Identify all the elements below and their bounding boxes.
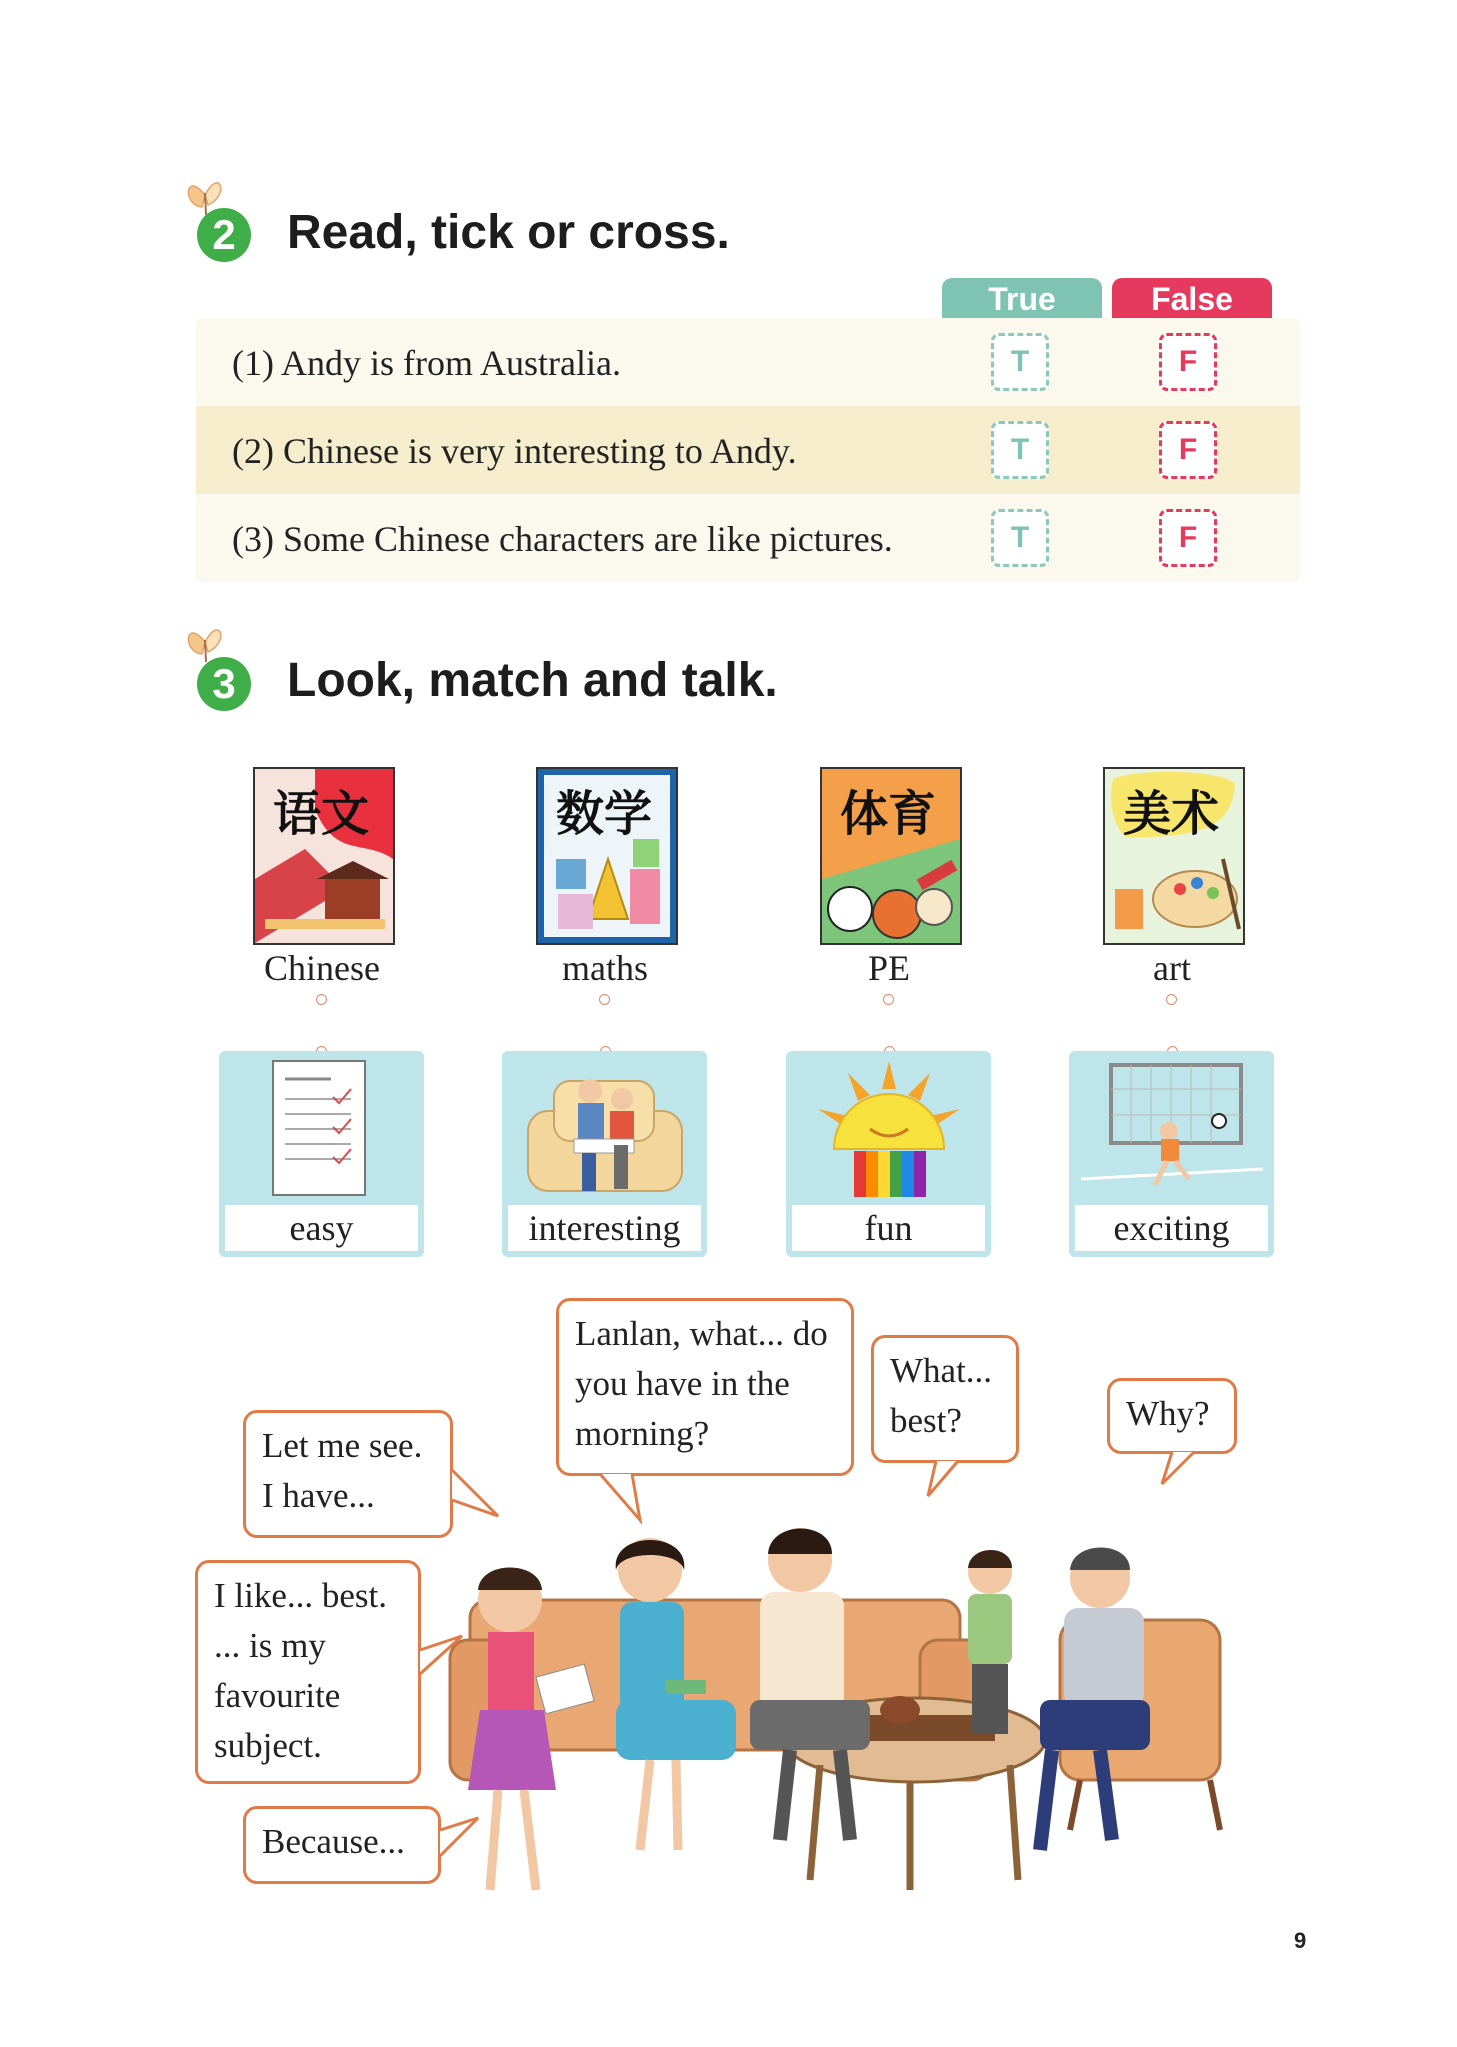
true-checkbox[interactable]: T xyxy=(991,509,1049,567)
sun-rainbow-illustration xyxy=(808,1059,970,1203)
match-dot[interactable] xyxy=(599,994,610,1005)
table-row xyxy=(196,494,1300,582)
speech-bubble-let-me-see xyxy=(243,1410,453,1538)
statements-table xyxy=(196,318,1300,582)
speech-bubble-lanlan-what xyxy=(556,1298,854,1476)
match-dot[interactable] xyxy=(1166,994,1177,1005)
family-scene-illustration xyxy=(440,1490,1260,1920)
bubble-text: Why? xyxy=(1126,1394,1210,1433)
adjective-label: easy xyxy=(225,1205,418,1251)
speech-bubble-what-best xyxy=(871,1335,1019,1463)
false-checkbox[interactable]: F xyxy=(1159,421,1217,479)
section-number-badge: 2 xyxy=(197,208,251,262)
adjective-card-exciting xyxy=(1069,1051,1274,1257)
subject-label: Chinese xyxy=(264,948,380,988)
page-number: 9 xyxy=(1294,1928,1307,1953)
bubble-text: I like... best. ... is my favourite subject. xyxy=(214,1576,388,1765)
section-title: Read, tick or cross. xyxy=(287,206,730,259)
match-dot[interactable] xyxy=(316,994,327,1005)
book-title: 数学 xyxy=(556,786,653,842)
adjective-label: exciting xyxy=(1075,1205,1268,1251)
statement-text: (2) Chinese is very interesting to Andy. xyxy=(232,431,797,471)
book-title: 语文 xyxy=(273,786,370,842)
bubble-text: Lanlan, what... do you have in the morning? xyxy=(575,1314,828,1453)
speech-bubble-because xyxy=(243,1806,441,1884)
false-checkbox[interactable]: F xyxy=(1159,333,1217,391)
true-checkbox[interactable]: T xyxy=(991,333,1049,391)
reading-children-illustration xyxy=(524,1061,686,1201)
bubble-text: What... best? xyxy=(890,1351,993,1440)
adjective-card-interesting xyxy=(502,1051,707,1257)
test-paper-illustration xyxy=(271,1059,371,1201)
book-cover-chinese xyxy=(253,767,395,945)
match-dot[interactable] xyxy=(883,994,894,1005)
adjective-card-fun xyxy=(786,1051,991,1257)
false-checkbox[interactable]: F xyxy=(1159,509,1217,567)
section-number-badge: 3 xyxy=(197,657,251,711)
bubble-text: Let me see. I have... xyxy=(262,1426,423,1515)
subject-label: PE xyxy=(867,948,910,988)
book-cover-pe xyxy=(820,767,962,945)
subject-pe xyxy=(789,765,989,1005)
bubble-text: Because... xyxy=(262,1822,405,1861)
statement-text: (3) Some Chinese characters are like pictures. xyxy=(232,519,893,559)
true-checkbox[interactable]: T xyxy=(991,421,1049,479)
section-title: Look, match and talk. xyxy=(287,654,778,707)
speech-bubble-i-like xyxy=(195,1560,421,1784)
table-row xyxy=(196,406,1300,494)
speech-bubble-why xyxy=(1107,1378,1237,1454)
adjective-label: interesting xyxy=(508,1205,701,1251)
subject-maths xyxy=(505,765,705,1005)
book-cover-art xyxy=(1103,767,1245,945)
book-cover-maths xyxy=(536,767,678,945)
subject-label: art xyxy=(1153,948,1191,988)
subject-art xyxy=(1072,765,1272,1005)
false-header: False xyxy=(1112,278,1272,318)
football-goal-illustration xyxy=(1081,1059,1263,1203)
statement-text: (1) Andy is from Australia. xyxy=(232,343,621,383)
book-title: 体育 xyxy=(840,786,937,842)
true-header: True xyxy=(942,278,1102,318)
adjective-label: fun xyxy=(792,1205,985,1251)
book-title: 美术 xyxy=(1123,786,1220,842)
subject-chinese xyxy=(222,765,422,1005)
table-row xyxy=(196,318,1300,406)
adjective-card-easy xyxy=(219,1051,424,1257)
subject-label: maths xyxy=(562,948,648,988)
